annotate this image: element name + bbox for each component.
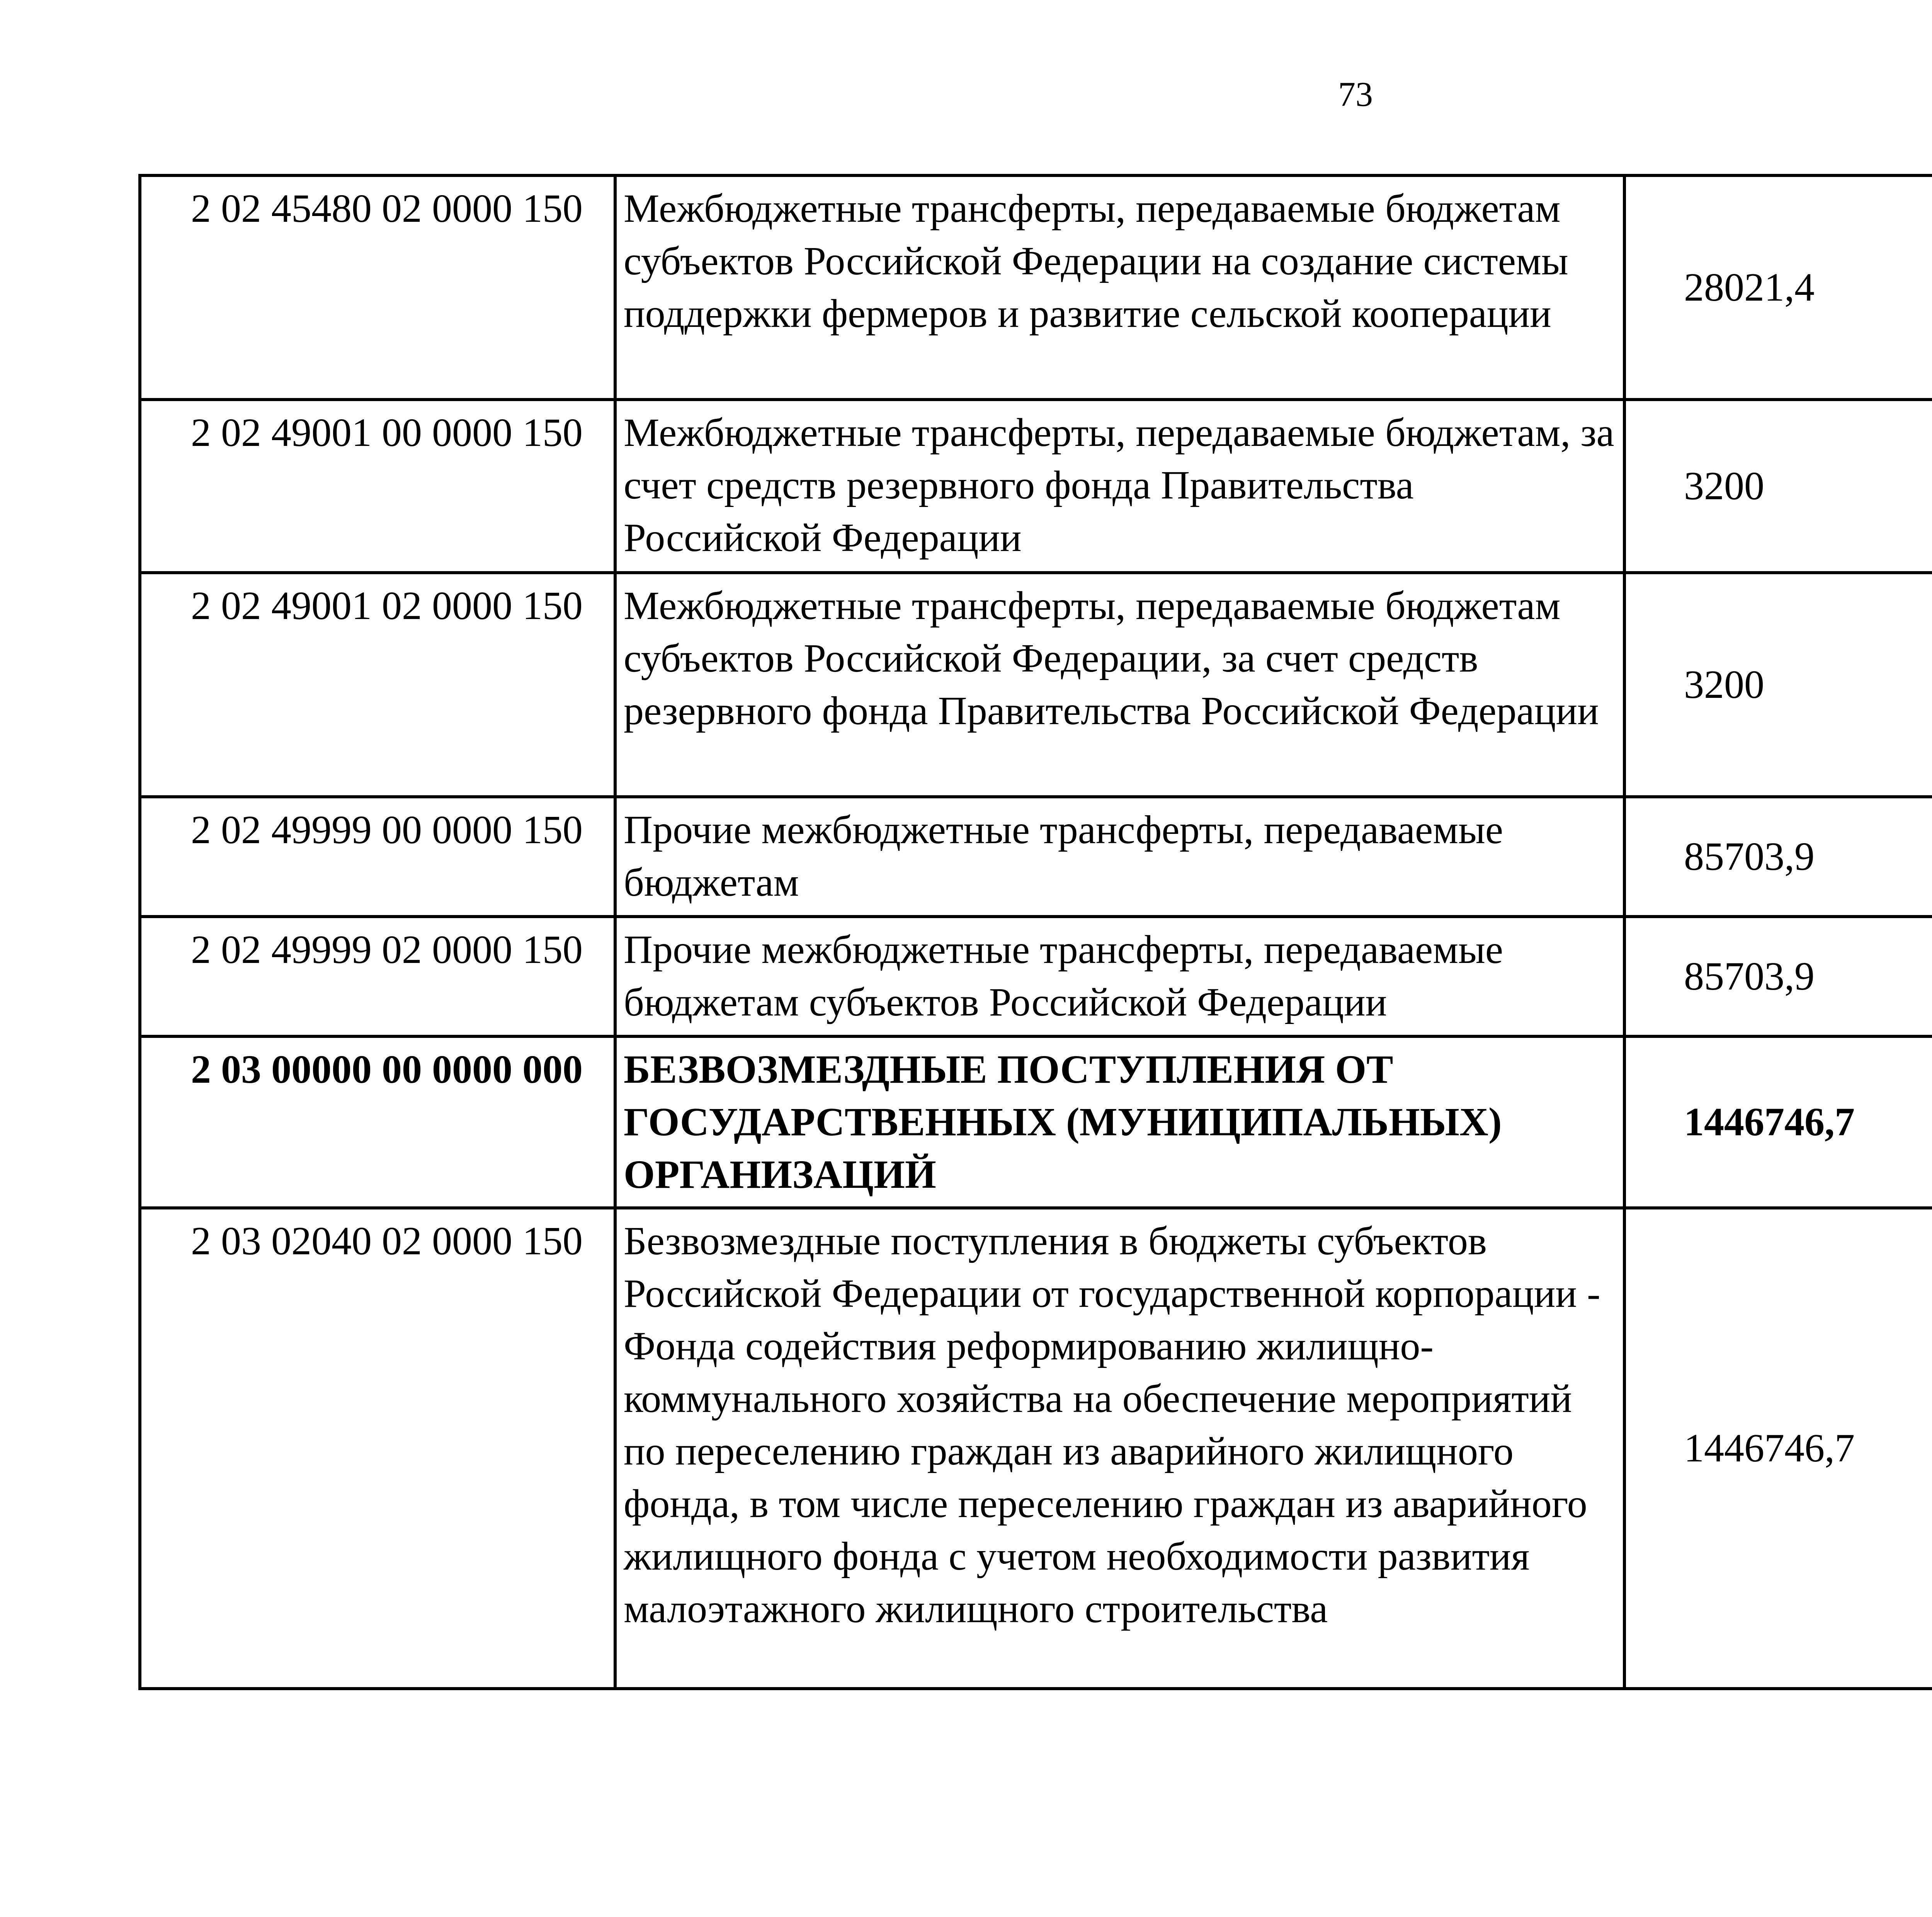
amount-year-1-cell: 3200 bbox=[1624, 573, 1932, 797]
amount-year-1-cell: 3200 bbox=[1624, 400, 1932, 573]
table-row bbox=[140, 400, 1932, 573]
budget-revenue-table bbox=[138, 174, 1932, 1690]
description-cell: Межбюджетные трансферты, передаваемые бюджетам субъектов Российской Федерации, за счет средств резервного фонда Правительства Российской Федерации bbox=[615, 573, 1624, 797]
table-row bbox=[140, 573, 1932, 797]
description-cell: Межбюджетные трансферты, передаваемые бюджетам, за счет средств резервного фонда Правительства Российской Федерации bbox=[615, 400, 1624, 573]
table-row-section-total bbox=[140, 1036, 1932, 1208]
amount-year-1-cell: 85703,9 bbox=[1624, 797, 1932, 917]
table-row bbox=[140, 797, 1932, 917]
description-cell: Безвозмездные поступления в бюджеты субъектов Российской Федерации от государственной корпорации - Фонда содействия реформированию жилищно-коммунального хозяйства на обеспечение мероприятий по переселению граждан из аварийного жилищного фонда, в том числе переселению граждан из аварийного жилищного фонда с учетом необходимости развития малоэтажного жилищного строительства bbox=[615, 1208, 1624, 1689]
amount-year-1-cell: 85703,9 bbox=[1624, 917, 1932, 1036]
table-row bbox=[140, 917, 1932, 1036]
description-cell: Прочие межбюджетные трансферты, передаваемые бюджетам bbox=[615, 797, 1624, 917]
budget-code-cell: 2 02 49001 02 0000 150 bbox=[140, 573, 615, 797]
description-cell: Межбюджетные трансферты, передаваемые бюджетам субъектов Российской Федерации на создание системы поддержки фермеров и развитие сельской кооперации bbox=[615, 175, 1624, 400]
budget-code-cell: 2 03 00000 00 0000 000 bbox=[140, 1036, 615, 1208]
amount-year-1-cell: 28021,4 bbox=[1624, 175, 1932, 400]
budget-code-cell: 2 02 49001 00 0000 150 bbox=[140, 400, 615, 573]
budget-code-cell: 2 02 49999 02 0000 150 bbox=[140, 917, 615, 1036]
description-cell: Прочие межбюджетные трансферты, передаваемые бюджетам субъектов Российской Федерации bbox=[615, 917, 1624, 1036]
budget-code-cell: 2 03 02040 02 0000 150 bbox=[140, 1208, 615, 1689]
budget-code-cell: 2 02 45480 02 0000 150 bbox=[140, 175, 615, 400]
table-row bbox=[140, 1208, 1932, 1689]
amount-year-1-cell: 1446746,7 bbox=[1624, 1036, 1932, 1208]
budget-code-cell: 2 02 49999 00 0000 150 bbox=[140, 797, 615, 917]
page-number: 73 bbox=[1338, 75, 1373, 114]
amount-year-1-cell: 1446746,7 bbox=[1624, 1208, 1932, 1689]
table-row bbox=[140, 175, 1932, 400]
description-cell: БЕЗВОЗМЕЗДНЫЕ ПОСТУПЛЕНИЯ ОТ ГОСУДАРСТВЕННЫХ (МУНИЦИПАЛЬНЫХ) ОРГАНИЗАЦИЙ bbox=[615, 1036, 1624, 1208]
